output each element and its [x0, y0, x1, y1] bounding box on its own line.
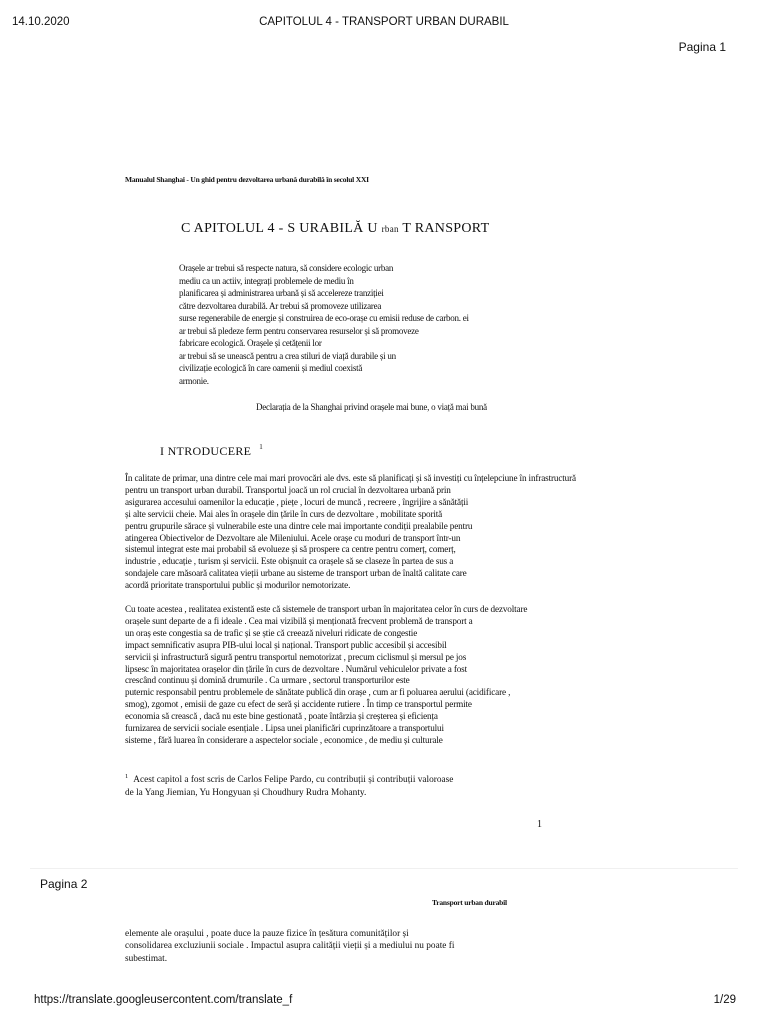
footnote-marker: 1	[125, 773, 129, 780]
text-line: Cu toate acestea , realitatea existentă este că sistemele de transport urban în majoritatea celor în curs de dezvoltare	[125, 604, 528, 614]
body-paragraph	[125, 604, 527, 747]
quote-line: armonie.	[179, 375, 209, 386]
text-line: elemente ale orașului , poate duce la pauze fizice în țesătura comunităților și	[125, 929, 409, 939]
text-line: servicii și infrastructură sigură pentru transportul nemotorizat , precum ciclismul și mersul pe jos	[125, 651, 467, 662]
page-number: 1	[537, 819, 542, 830]
quote-line: mediu ca un actiiv, integrați problemele de mediu în	[179, 275, 354, 286]
text-line: sistemul integrat este mai probabil să evolueze și să prospere ca centre pentru comerț, comerț,	[125, 544, 456, 555]
quote-line: civilizație ecologică în care oamenii și mediul coexistă	[179, 363, 363, 373]
text-line: pentru grupurile sărace și vulnerabile este una dintre cele mai importante condiții prealabile pentru	[125, 520, 473, 531]
quote-line: planificarea și administrarea urbană și să accelereze tranziției	[179, 288, 384, 298]
text-line: un oraș este congestia sa de trafic și se știe că creează niveluri ridicate de congestie	[125, 627, 418, 638]
epigraph-quote	[179, 262, 469, 387]
text-line: consolidarea excluziunii sociale . Impactul asupra calității vieții și a mediului nu poate fi	[125, 941, 455, 952]
running-head: Manualul Shanghai - Un ghid pentru dezvoltarea urbană durabilă în secolul XXI	[125, 175, 369, 184]
text-line: impact semnificativ asupra PIB-ului local și național. Transport public accesibil și accesibil	[125, 639, 447, 650]
text-line: economia să crească , dacă nu este bine gestionată , poate întârzia și creșterea și eficiența	[125, 711, 438, 722]
running-head: Transport urban durabil	[432, 898, 507, 907]
text-line: atingerea Obiectivelor de Dezvoltare ale Mileniului. Acele orașe cu moduri de transport într-un	[125, 532, 461, 543]
print-page-count: 1/29	[713, 994, 736, 1006]
text-line: industrie , educație , turism și servicii. Este obișnuit ca orașele să se claseze în partea de sus a	[125, 556, 454, 567]
footnote-text: Acest capitol a fost scris de Carlos Felipe Pardo, cu contribuții și contribuții valoroase	[133, 775, 454, 785]
body-paragraph	[125, 473, 576, 592]
footnote-reference[interactable]: 1	[259, 443, 264, 451]
quote-line: ar trebui să se unească pentru a crea stiluri de viață durabile și un	[179, 350, 396, 361]
page-divider	[30, 868, 738, 869]
footnote	[125, 771, 453, 799]
text-line: puternic responsabil pentru problemele de sănătate publică din orașe , cum ar fi poluarea aerului (acidificare ,	[125, 687, 511, 698]
quote-source: Declarația de la Shanghai privind orașele mai bune, o viață mai bună	[256, 402, 487, 412]
body-paragraph	[125, 928, 454, 965]
section-heading-text: I NTRODUCERE	[160, 444, 252, 458]
quote-line: surse regenerabile de energie și construirea de eco-orașe cu emisii reduse de carbon. ei	[179, 313, 469, 323]
text-line: și alte servicii cheie. Mai ales în orașele din țările în curs de dezvoltare , mobilitate sporită	[125, 508, 443, 519]
section-heading	[160, 443, 263, 459]
print-date: 14.10.2020	[12, 16, 70, 28]
text-line: acordă prioritate transportului public și modurilor nemotorizate.	[125, 580, 351, 591]
text-line: pentru un transport urban durabil. Transportul joacă un rol crucial în dezvoltarea urbană prin	[125, 484, 451, 495]
chapter-title-part: C APITOLUL 4 - S URABILĂ U	[181, 221, 382, 236]
page-label: Pagina 1	[678, 40, 726, 54]
footnote-line: de la Yang Jiemian, Yu Hongyuan și Choudhury Rudra Mohanty.	[125, 787, 367, 798]
page-label: Pagina 2	[40, 877, 88, 891]
text-line: lipsesc în majoritatea orașelor din țările în curs de dezvoltare . Numărul vehiculelor private a fost	[125, 663, 468, 674]
text-line: În calitate de primar, una dintre cele mai mari provocări ale dvs. este să planificați și să investiți cu înțelepciune în infrastructură	[125, 473, 576, 483]
quote-line: Orașele ar trebui să respecte natura, să considere ecologic urban	[179, 263, 394, 273]
text-line: orașele sunt departe de a fi ideale . Cea mai vizibilă și menționată frecvent problemă de transport a	[125, 615, 473, 626]
text-line: smog), zgomot , emisii de gaze cu efect de seră și accidente rutiere . În timp ce transportul permite	[125, 699, 472, 710]
text-line: furnizarea de servicii sociale esențiale . Lipsa unei planificări cuprinzătoare a transportului	[125, 723, 444, 734]
chapter-title	[181, 221, 489, 237]
text-line: sondajele care măsoară calitatea vieții urbane au sisteme de transport urban de înaltă calitate care	[125, 568, 467, 579]
text-line: sisteme , fără luarea în considerare a aspectelor sociale , economice , de mediu și culturale	[125, 734, 443, 745]
chapter-title-part: T RANSPORT	[398, 221, 490, 236]
text-line: crescând continuu și domină drumurile . Ca urmare , sectorul transporturilor este	[125, 675, 410, 686]
chapter-title-part: rban	[381, 224, 399, 234]
quote-line: ar trebui să pledeze ferm pentru conservarea resurselor și să promoveze	[179, 325, 419, 336]
footnote-line	[125, 771, 453, 787]
print-title: CAPITOLUL 4 - TRANSPORT URBAN DURABIL	[259, 16, 509, 28]
print-url: https://translate.googleusercontent.com/translate_f	[34, 994, 293, 1006]
text-line: asigurarea accesului oamenilor la educație , piețe , locuri de muncă , recreere , îngrijire a sănătății	[125, 496, 469, 507]
quote-line: către dezvoltarea durabilă. Ar trebui să promoveze utilizarea	[179, 300, 382, 311]
text-line: subestimat.	[125, 953, 168, 964]
quote-line: fabricare ecologică. Orașele și cetățenii lor	[179, 338, 322, 348]
